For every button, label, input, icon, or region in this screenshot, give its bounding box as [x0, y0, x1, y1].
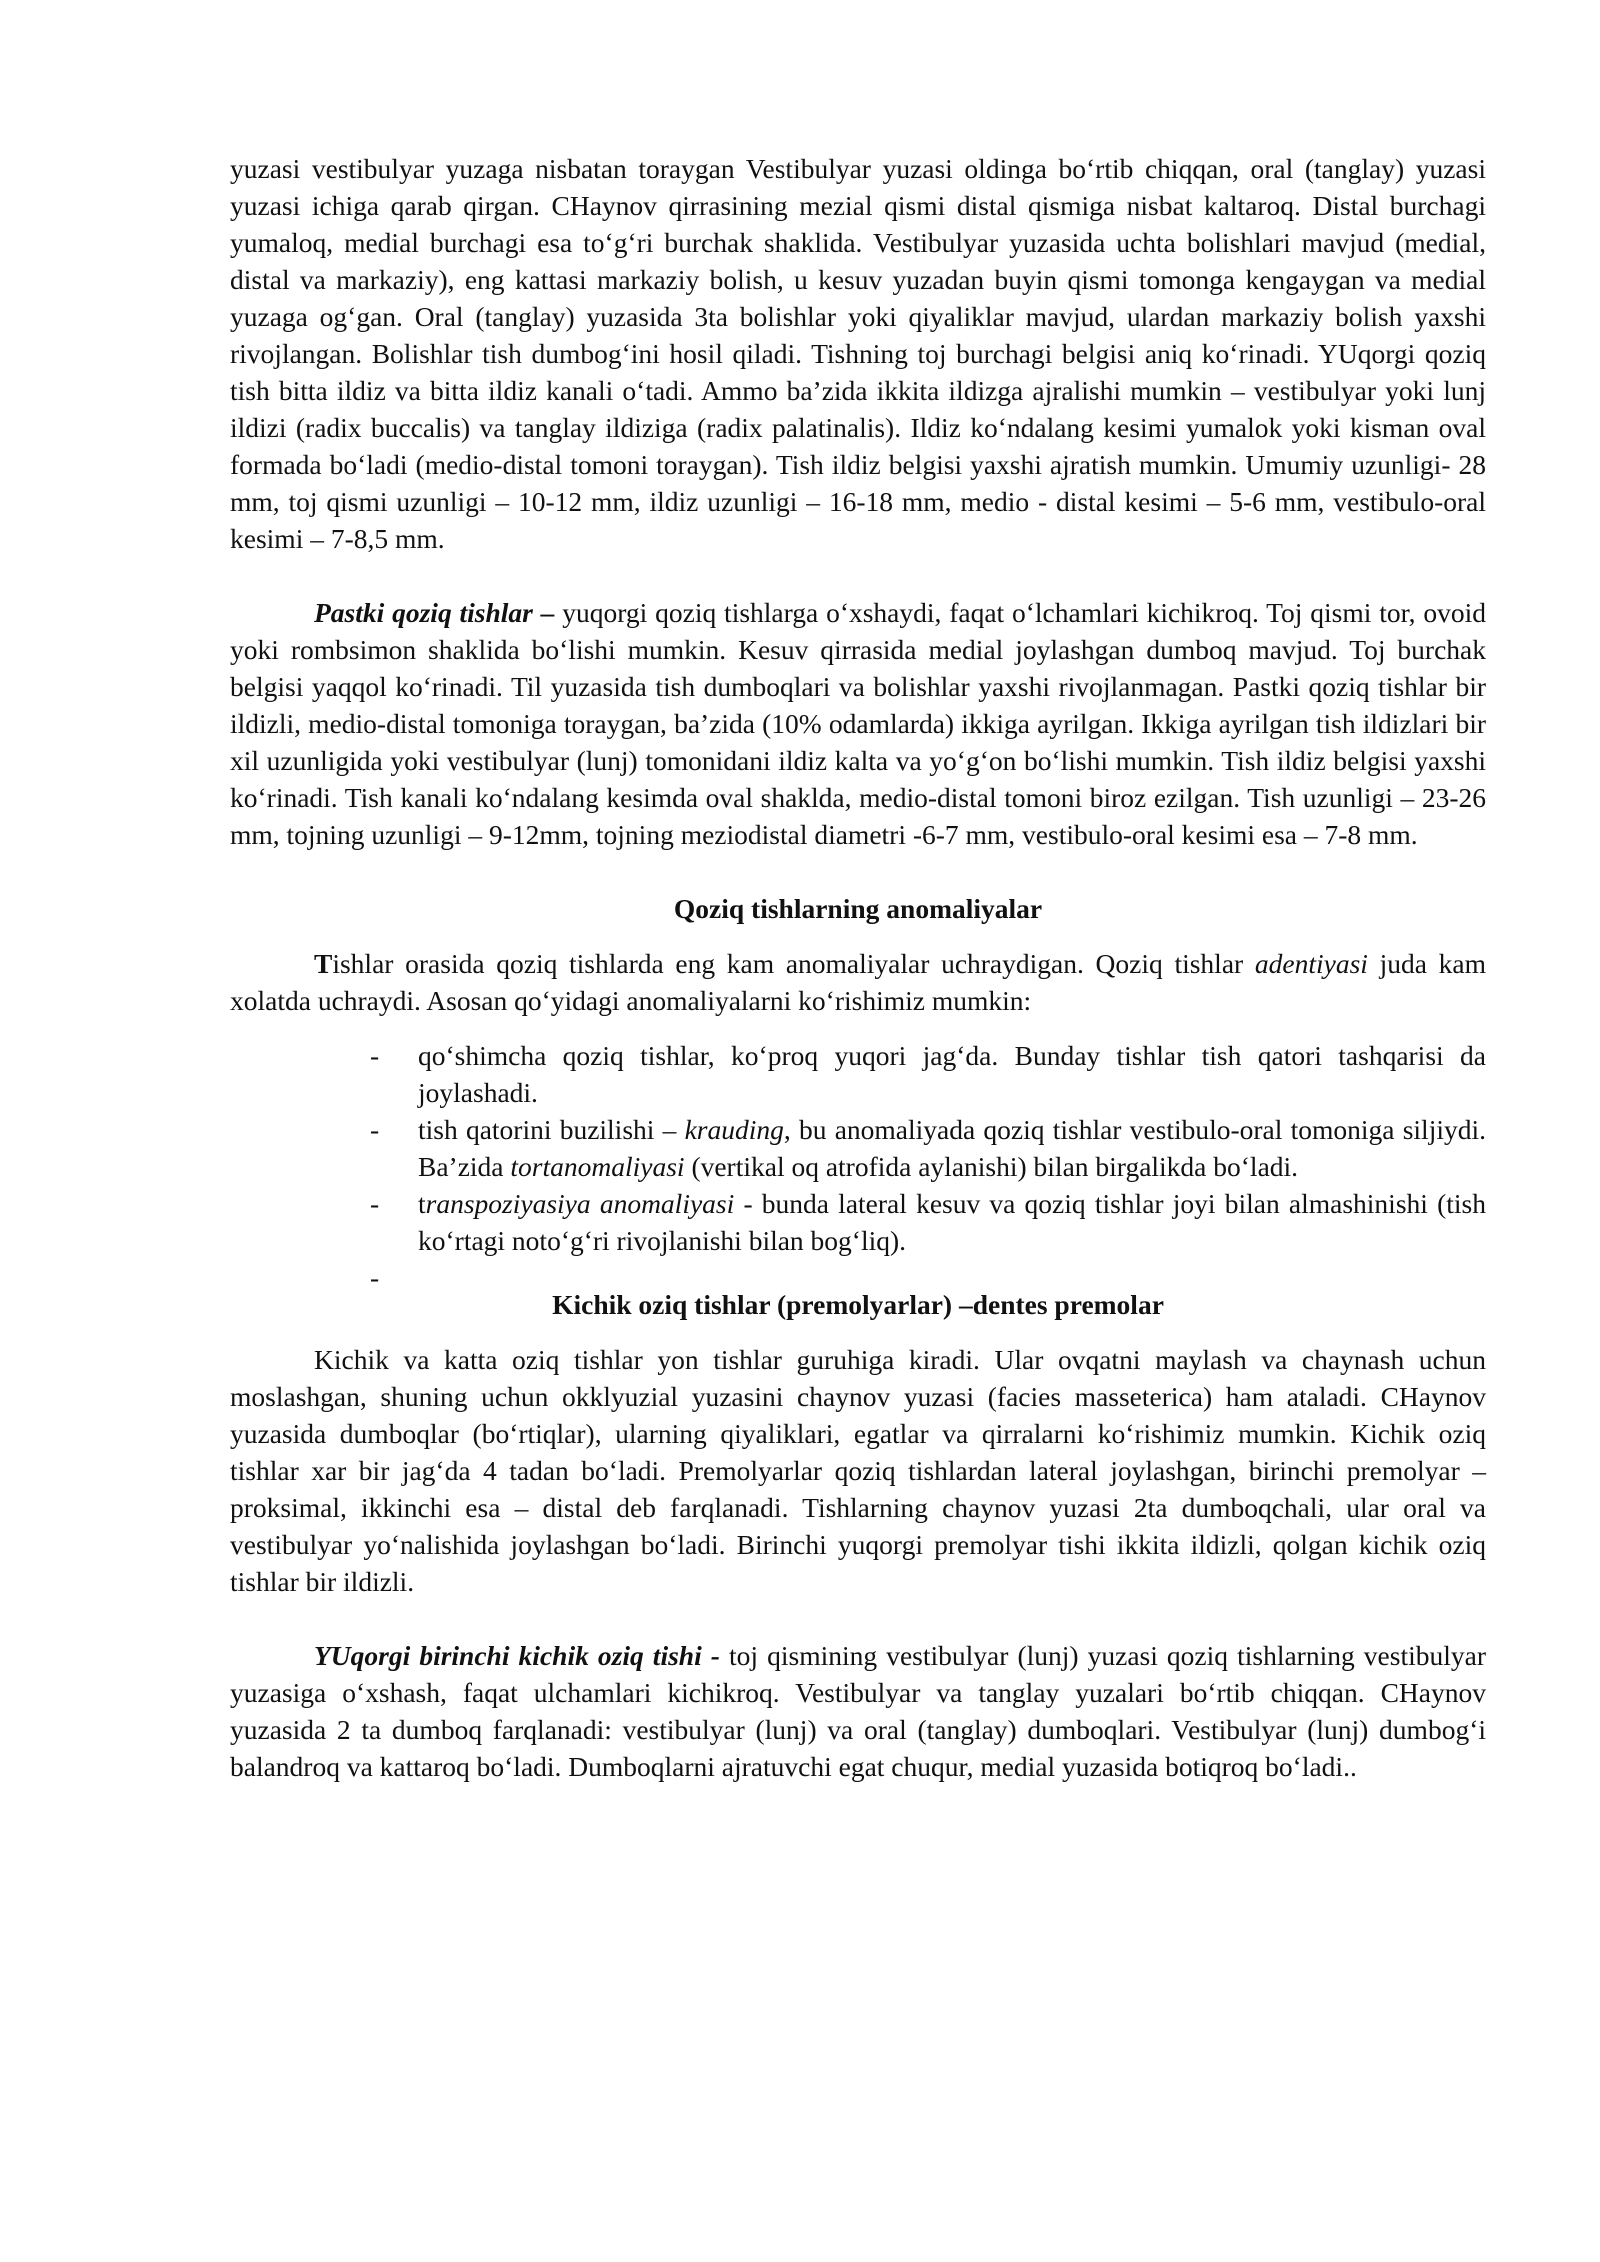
list-item-italic: krauding: [684, 1114, 784, 1145]
document-page: [230, 150, 1486, 1785]
lead-upper-first-premolar: YUqorgi birinchi kichik oziq tishi -: [314, 1640, 720, 1671]
list-item-italic: tortanomaliyasi: [510, 1151, 685, 1182]
list-item-text: (vertikal oq atrofida aylanishi) bilan birgalikda bo‘ladi.: [684, 1151, 1299, 1182]
anomalies-list: [230, 1037, 1486, 1296]
paragraph-upper-first-premolar: [230, 1637, 1486, 1785]
paragraph-anomalies-intro: [230, 945, 1486, 1019]
heading-canine-anomalies: Qoziq tishlarning anomaliyalar: [673, 893, 1043, 924]
list-item-text: qo‘shimcha qoziq tishlar, ko‘proq yuqori jag‘da. Bunday tishlar tish qatori tashqarisi da joylashadi.: [418, 1040, 1486, 1108]
list-item: [230, 1185, 1486, 1259]
list-item-text: t: [418, 1188, 426, 1219]
list-item-italic: ranspoziyasiya anomaliyasi: [425, 1188, 735, 1219]
text-lower-canine: yuqorgi qoziq tishlarga o‘xshaydi, faqat o‘lchamlari kichikroq. Toj qismi tor, ovoid yoki rombsimon shaklida bo‘lishi mumkin. Kesuv qirrasida medial joylashgan dumboq mavjud. Toj burchak belgisi yaqqol ko‘rinadi. Til yuzasida tish dumboqlari va bolishlar yaxshi rivojlanmagan. Pastki qoziq tishlar bir ildizli, medio-distal tomoniga toraygan, ba’zida (10% odamlarda) ikkiga ayrilgan. Ikkiga ayrilgan tish ildizlari bir xil uzunligida yoki vestibulyar (lunj) tomonidani ildiz kalta va yo‘g‘on bo‘lishi mumkin. Tish ildiz belgisi yaxshi ko‘rinadi. Tish kanali ko‘ndalang kesimda oval shaklda, medio-distal tomoni biroz ezilgan. Tish uzunligi – 23-26 mm, tojning uzunligi – 9-12mm, tojning meziodistal diametri -6-7 mm, vestibulo-oral kesimi esa – 7-8 mm.: [230, 597, 1486, 850]
dash-bullet: -: [370, 1188, 380, 1219]
intro-text-a: ishlar orasida qoziq tishlarda eng kam anomaliyalar uchraydigan. Qoziq tishlar: [332, 948, 1255, 979]
list-item-text: , bu anomaliyada qoziq tishlar vestibulo-oral tomoniga siljiydi. Ba’zida: [418, 1114, 1486, 1182]
intro-italic-term: adentiyasi: [1254, 948, 1368, 979]
dash-bullet: -: [370, 1040, 380, 1071]
paragraph-premolars: Kichik va katta oziq tishlar yon tishlar guruhiga kiradi. Ular ovqatni maylash va chaynash uchun moslashgan, shuning uchun okklyuzial yuzasini chaynov yuzasi (facies masseterica) ham ataladi. CHaynov yuzasida dumboqlar (bo‘rtiqlar), ularning qiyaliklari, egatlar va qirralarni ko‘rishimiz mumkin. Kichik oziq tishlar xar bir jag‘da 4 tadan bo‘ladi. Premolyarlar qoziq tishlardan lateral joylashgan, birinchi premolyar – proksimal, ikkinchi esa – distal deb farqlanadi. Tishlarning chaynov yuzasi 2ta dumboqchali, ular oral va vestibulyar yo‘nalishida joylashgan bo‘ladi. Birinchi yuqorgi premolyar tishi ikkita ildizli, qolgan kichik oziq tishlar bir ildizli.: [230, 1344, 1486, 1597]
list-item-text: - bunda lateral kesuv va qoziq tishlar joyi bilan almashinishi (tish ko‘rtagi noto‘g‘ri rivojlanishi bilan bog‘liq).: [418, 1188, 1486, 1256]
list-item-empty: [230, 1259, 1486, 1296]
dash-bullet: -: [370, 1262, 380, 1293]
dash-bullet: -: [370, 1114, 380, 1145]
paragraph-lower-canine: [230, 594, 1486, 853]
text-upper-first-premolar: toj qismining vestibulyar (lunj) yuzasi qoziq tishlarning vestibulyar yuzasiga o‘xshash, faqat ulchamlari kichikroq. Vestibulyar va tanglay yuzalari bo‘rtib chiqqan. CHaynov yuzasida 2 ta dumboq farqlanadi: vestibulyar (lunj) va oral (tanglay) dumboqlari. Vestibulyar (lunj) dumbog‘i balandroq va kattaroq bo‘ladi. Dumboqlarni ajratuvchi egat chuqur, medial yuzasida botiqroq bo‘ladi..: [230, 1640, 1486, 1782]
intro-first-letter: T: [314, 948, 333, 979]
intro-text-b: juda kam xolatda uchraydi. Asosan qo‘yidagi anomaliyalarni ko‘rishimiz mumkin:: [230, 948, 1486, 1016]
heading-premolars: Kichik oziq tishlar (premolyarlar) –dentes premolar: [552, 1289, 1164, 1320]
list-item: [230, 1037, 1486, 1111]
lead-lower-canine: Pastki qoziq tishlar –: [314, 597, 555, 628]
paragraph-upper-canine: yuzasi vestibulyar yuzaga nisbatan toraygan Vestibulyar yuzasi oldinga bo‘rtib chiqqan, oral (tanglay) yuzasi yuzasi ichiga qarab qirgan. CHaynov qirrasining mezial qismi distal qismiga nisbat kaltaroq. Distal burchagi yumaloq, medial burchagi esa to‘g‘ri burchak shaklida. Vestibulyar yuzasida uchta bolishlari mavjud (medial, distal va markaziy), eng kattasi markaziy bolish, u kesuv yuzadan buyin qismi tomonga kengaygan va medial yuzaga og‘gan. Oral (tanglay) yuzasida 3ta bolishlar yoki qiyaliklar mavjud, ulardan markaziy bolish yaxshi rivojlangan. Bolishlar tish dumbog‘ini hosil qiladi. Tishning toj burchagi belgisi aniq ko‘rinadi. YUqorgi qoziq tish bitta ildiz va bitta ildiz kanali o‘tadi. Ammo ba’zida ikkita ildizga ajralishi mumkin – vestibulyar yoki lunj ildizi (radix buccalis) va tanglay ildiziga (radix palatinalis). Ildiz ko‘ndalang kesimi yumalok yoki kisman oval formada bo‘ladi (medio-distal tomoni toraygan). Tish ildiz belgisi yaxshi ajratish mumkin. Umumiy uzunligi- 28 mm, toj qismi uzunligi – 10-12 mm, ildiz uzunligi – 16-18 mm, medio - distal kesimi – 5-6 mm, vestibulo-oral kesimi – 7-8,5 mm.: [230, 153, 1486, 554]
list-item: [230, 1111, 1486, 1185]
list-item-text: tish qatorini buzilishi –: [418, 1114, 685, 1145]
